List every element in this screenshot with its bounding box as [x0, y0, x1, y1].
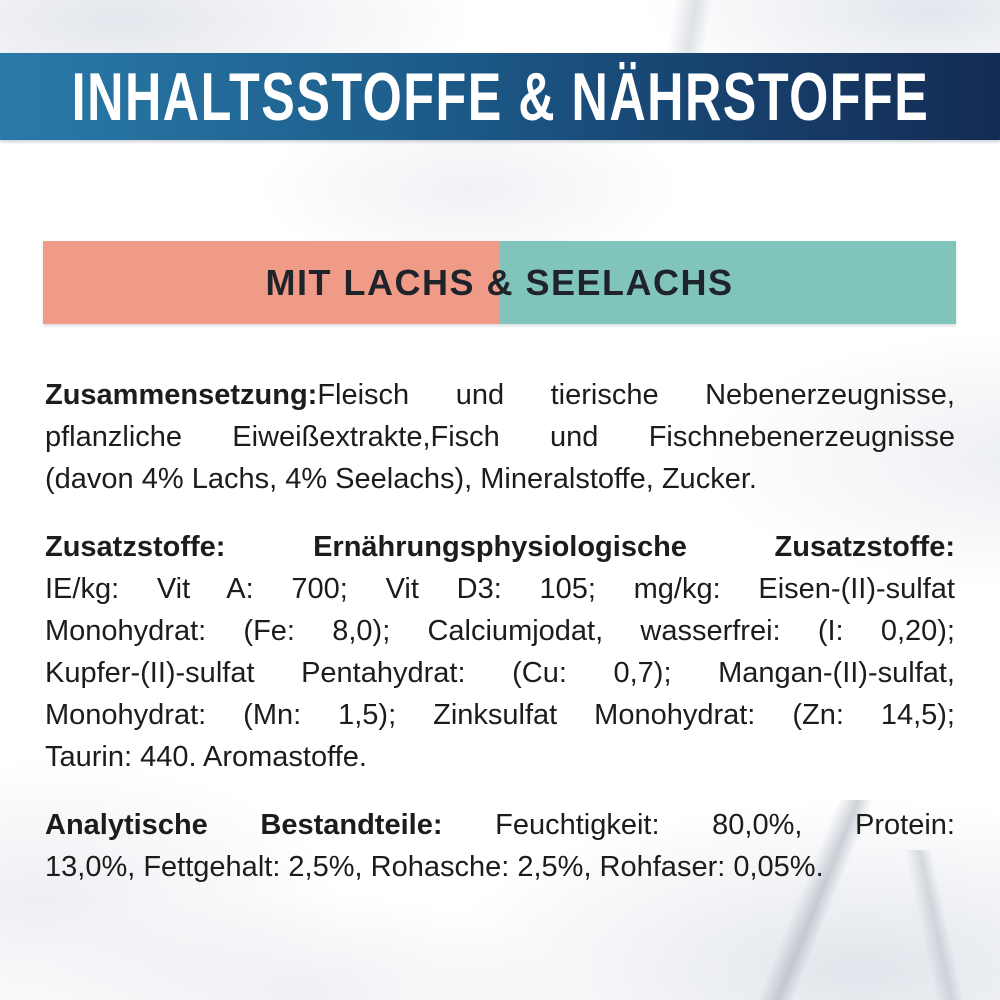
- analytical-line-1: [45, 804, 955, 846]
- composition-line-1-text: Fleisch und tierische Nebenerzeugnisse,: [317, 379, 955, 411]
- additives-line-1: IE/kg: Vit A: 700; Vit D3: 105; mg/kg: Eisen-(II)-sulfat: [45, 573, 955, 605]
- additives-section: [45, 526, 955, 778]
- additives-line-2: Monohydrat: (Fe: 8,0); Calciumjodat, wasserfrei: (I: 0,20);: [45, 615, 955, 647]
- analytical-section: [45, 804, 955, 888]
- analytical-line-2: 13,0%, Fettgehalt: 2,5%, Rohasche: 2,5%, Rohfaser: 0,05%.: [45, 851, 824, 883]
- analytical-label: Analytische Bestandteile:: [45, 809, 443, 841]
- composition-line-2: pflanzliche Eiweißextrakte,Fisch und Fischnebenerzeugnisse: [45, 421, 955, 453]
- composition-section: [45, 374, 955, 500]
- analytical-line-1-text: Feuchtigkeit: 80,0%, Protein:: [495, 809, 955, 841]
- additives-line-3: Kupfer-(II)-sulfat Pentahydrat: (Cu: 0,7); Mangan-(II)-sulfat,: [45, 657, 955, 689]
- composition-line-3: (davon 4% Lachs, 4% Seelachs), Mineralstoffe, Zucker.: [45, 463, 757, 495]
- composition-label: Zusammensetzung:: [45, 379, 318, 411]
- nutrition-text: [45, 374, 955, 888]
- composition-line-1: [45, 374, 955, 416]
- additives-heading: Zusatzstoffe: Ernährungsphysiologische Zusatzstoffe:: [45, 531, 955, 563]
- additives-line-4: Monohydrat: (Mn: 1,5); Zinksulfat Monohydrat: (Zn: 14,5);: [45, 699, 955, 731]
- header-band: [0, 53, 1000, 140]
- variant-banner: [43, 241, 956, 324]
- page-title: INHALTSSTOFFE & NÄHRSTOFFE: [71, 58, 929, 135]
- variant-label: MIT LACHS & SEELACHS: [265, 261, 734, 303]
- additives-line-5: Taurin: 440. Aromastoffe.: [45, 741, 367, 773]
